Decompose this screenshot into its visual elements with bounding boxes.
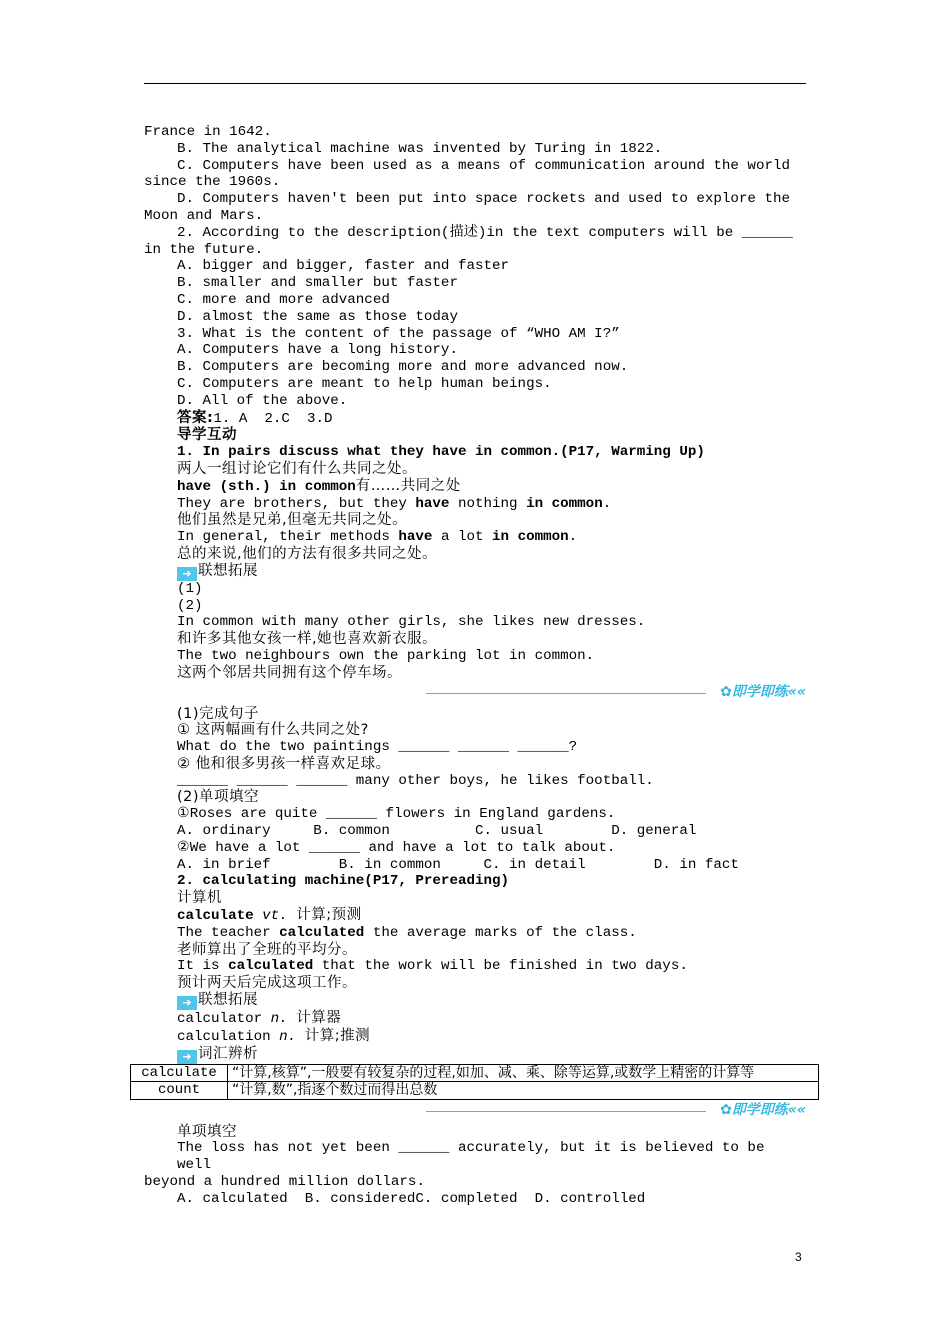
- practice-2-stem: The loss has not yet been ______ accurately, but it is believed to be well: [177, 1140, 773, 1174]
- option-b: B. The analytical machine was invented by Turing in 1822.: [177, 140, 663, 157]
- q2-option-b: B. smaller and smaller but faster: [177, 275, 458, 292]
- derived-word-cn: 计算;推测: [304, 1027, 371, 1044]
- example-text: They are brothers, but they: [177, 495, 416, 512]
- example-keyword: in common: [526, 495, 603, 512]
- section-title: 导学互动: [177, 427, 237, 444]
- header-rule: [144, 83, 806, 84]
- question-2-stem-cont: in the future.: [144, 241, 264, 258]
- headword: calculate: [177, 908, 254, 925]
- example-4: The two neighbours own the parking lot in common.: [177, 647, 595, 664]
- answers-line: [144, 410, 806, 428]
- extend-label: 联想拓展: [198, 992, 258, 1009]
- extend-label: 联想拓展: [198, 562, 258, 579]
- example-text: that the work will be finished in two days.: [313, 958, 688, 975]
- example-keyword: have: [398, 529, 433, 546]
- example-2-cn: 总的来说,他们的方法有很多共同之处。: [177, 545, 438, 562]
- derived-word: calculator: [177, 1011, 263, 1028]
- blank-2: (2): [177, 597, 203, 614]
- example-keyword: calculated: [228, 958, 314, 975]
- derived-word-1: [144, 1010, 806, 1028]
- sentence-1-cn: ① 这两幅画有什么共同之处?: [177, 722, 369, 739]
- sparkle-icon: ✿: [720, 683, 732, 700]
- extend-heading: [144, 563, 806, 581]
- mc-question-2: ②We have a lot ______ and have a lot to talk about.: [177, 839, 616, 856]
- extend-heading-2: [144, 992, 806, 1010]
- part-of-speech: vt.: [262, 908, 288, 925]
- item-2-title: 2. calculating machine(P17, Prereading): [177, 873, 510, 890]
- derived-word: calculation: [177, 1028, 271, 1045]
- example-5-cn: 老师算出了全班的平均分。: [177, 941, 357, 958]
- q3-option-b: B. Computers are becoming more and more advanced now.: [177, 359, 629, 376]
- example-keyword: in common: [492, 529, 569, 546]
- table-cell-desc: “计算,数”,指逐个数过而得出总数: [228, 1082, 819, 1100]
- text-line: France in 1642.: [144, 124, 272, 140]
- sentence-2-cn: ② 他和很多男孩一样喜欢足球。: [177, 755, 391, 772]
- table-cell-word: count: [131, 1082, 228, 1100]
- example-text: The teacher: [177, 924, 280, 941]
- example-5: [144, 925, 806, 942]
- option-c: C. Computers have been used as a means of communication around the world: [177, 157, 790, 174]
- q2-option-d: D. almost the same as those today: [177, 308, 458, 325]
- sentence-2-en: ______ ______ ______ many other boys, he likes football.: [177, 772, 654, 789]
- example-text: a lot: [432, 529, 493, 546]
- page-content: [141, 124, 806, 1208]
- mc-question-1-options: A. ordinary B. common C. usual D. general: [177, 823, 697, 840]
- item-1-title: 1. In pairs discuss what they have in common.(P17, Warming Up): [177, 444, 705, 461]
- table-cell-word: calculate: [131, 1064, 228, 1082]
- phrase-line: [144, 478, 806, 496]
- practice-tag-label: 即学即练: [731, 1101, 788, 1118]
- option-c-cont: since the 1960s.: [144, 174, 281, 191]
- headword-cn: 计算;预测: [296, 907, 362, 924]
- divider-line: [426, 693, 706, 694]
- question-3-stem: 3. What is the content of the passage of “WHO AM I?”: [177, 325, 620, 342]
- q3-option-a: A. Computers have a long history.: [177, 342, 458, 359]
- practice-tag: [720, 684, 806, 701]
- part-of-speech: n.: [279, 1028, 297, 1045]
- blank-1: (1): [177, 580, 203, 597]
- arrow-icon: ➜: [177, 996, 197, 1010]
- q3-option-d: D. All of the above.: [177, 392, 348, 409]
- sentence-1-en: What do the two paintings ______ ______ ______?: [177, 739, 578, 756]
- example-text: It is: [177, 958, 229, 975]
- example-1-cn: 他们虽然是兄弟,但毫无共同之处。: [177, 512, 408, 529]
- word-line: [144, 907, 806, 925]
- double-chevron-icon: ««: [787, 1101, 806, 1118]
- arrow-icon: ➜: [177, 1050, 197, 1064]
- practice-2-head: 单项填空: [177, 1123, 237, 1140]
- sparkle-icon: ✿: [720, 1101, 732, 1118]
- part-of-speech: n.: [270, 1011, 288, 1028]
- mc-question-1: ①Roses are quite ______ flowers in England gardens.: [177, 806, 616, 823]
- mc-question-2-options: A. in brief B. in common C. in detail D. in fact: [177, 856, 739, 873]
- example-text: .: [568, 529, 578, 546]
- example-text: In general, their methods: [177, 529, 399, 546]
- derived-word-2: [144, 1028, 806, 1046]
- distinguish-label: 词汇辨析: [198, 1045, 258, 1062]
- example-4-cn: 这两个邻居共同拥有这个停车场。: [177, 664, 402, 681]
- divider-line: [426, 1111, 706, 1112]
- table-row: [131, 1064, 819, 1082]
- practice-divider-2: [144, 1100, 806, 1124]
- table-cell-desc: “计算,核算”,一般要有较复杂的过程,如加、减、乘、除等运算,或数学上精密的计算等: [228, 1064, 819, 1082]
- example-text: nothing: [449, 495, 527, 512]
- item-1-title-cn: 两人一组讨论它们有什么共同之处。: [177, 460, 417, 477]
- example-6: [144, 958, 806, 975]
- table-row: [131, 1082, 819, 1100]
- answers-label: 答案:: [177, 409, 214, 426]
- q2-option-c: C. more and more advanced: [177, 291, 390, 308]
- option-d-cont: Moon and Mars.: [144, 207, 264, 224]
- practice-tag-label: 即学即练: [731, 683, 788, 700]
- example-1: [144, 496, 806, 513]
- practice-1-head: (1)完成句子: [177, 705, 260, 722]
- example-3: In common with many other girls, she likes new dresses.: [177, 614, 646, 631]
- example-text: .: [602, 495, 612, 512]
- example-3-cn: 和许多其他女孩一样,她也喜欢新衣服。: [177, 631, 438, 648]
- practice-2-options: A. calculated B. consideredC. completed D. controlled: [177, 1190, 646, 1207]
- q2-option-a: A. bigger and bigger, faster and faster: [177, 258, 510, 275]
- double-chevron-icon: ««: [787, 683, 806, 700]
- question-2-stem: 2. According to the description(描述)in the text computers will be ______: [177, 224, 793, 241]
- item-2-title-cn: 计算机: [177, 890, 222, 907]
- phrase: have (sth.) in common: [177, 478, 356, 495]
- example-text: the average marks of the class.: [364, 924, 637, 941]
- example-2: [144, 529, 806, 546]
- practice-1-head2: (2)单项填空: [177, 789, 260, 806]
- practice-2-stem-cont: beyond a hundred million dollars.: [144, 1174, 425, 1191]
- arrow-icon: ➜: [177, 567, 197, 581]
- vocab-table: [130, 1064, 819, 1100]
- page-number: 3: [795, 1250, 802, 1264]
- example-keyword: have: [415, 495, 450, 512]
- practice-divider: [144, 682, 806, 706]
- distinguish-heading: [144, 1046, 806, 1064]
- example-keyword: calculated: [279, 924, 365, 941]
- q3-option-c: C. Computers are meant to help human beings.: [177, 375, 552, 392]
- example-6-cn: 预计两天后完成这项工作。: [177, 975, 357, 992]
- option-d: D. Computers haven't been put into space rockets and used to explore the: [177, 191, 790, 208]
- answers-text: 1. A 2.C 3.D: [213, 410, 333, 427]
- derived-word-cn: 计算器: [296, 1010, 342, 1027]
- practice-tag: [720, 1102, 806, 1119]
- phrase-cn: 有……共同之处: [355, 477, 461, 494]
